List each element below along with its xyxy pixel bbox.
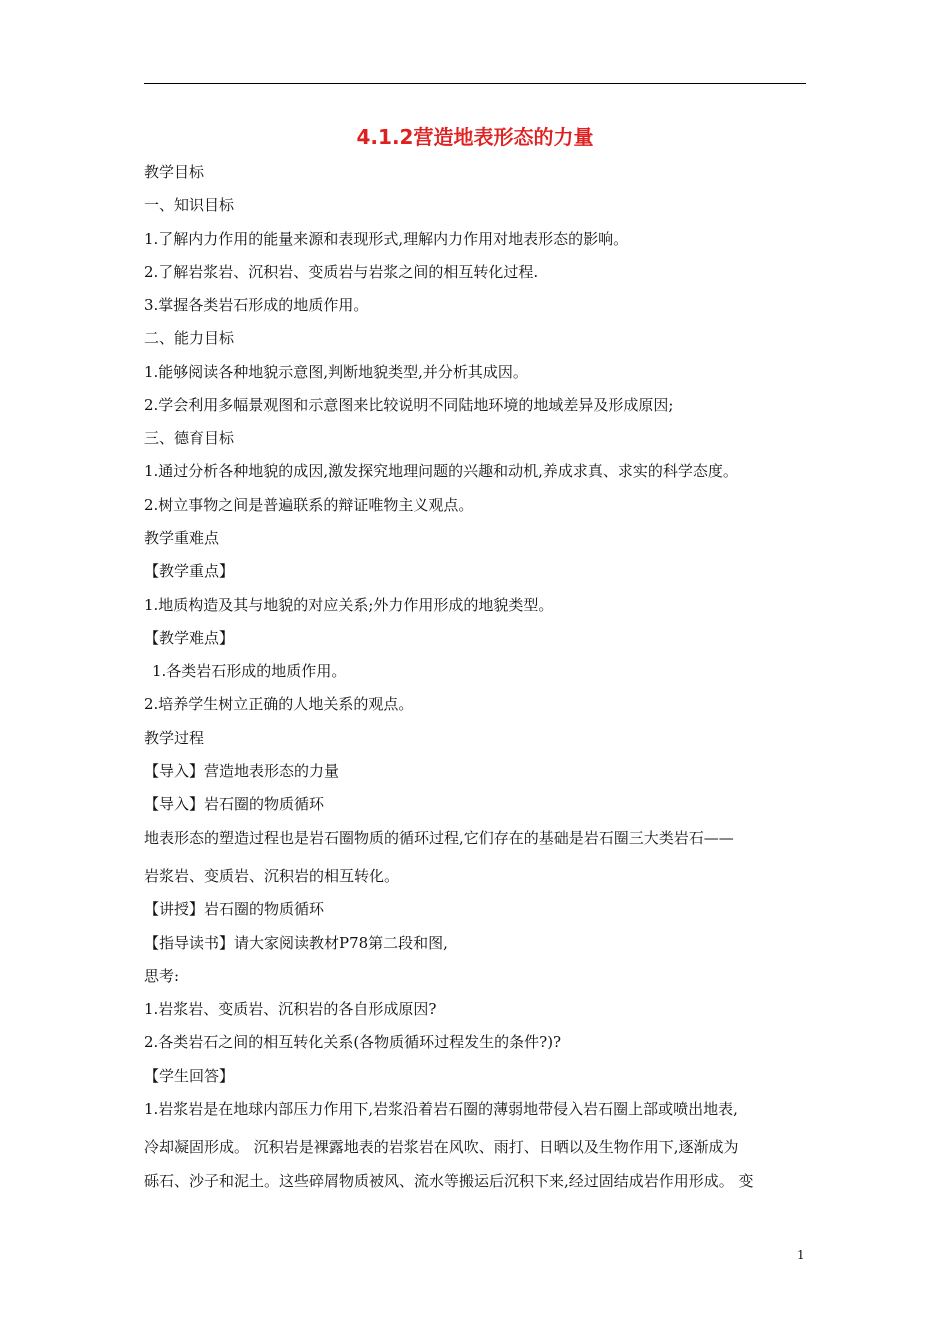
header-rule [144,83,806,84]
label-key-points: 【教学重点】 [144,562,235,580]
paragraph-line: 2.培养学生树立正确的人地关系的观点。 [144,695,414,713]
paragraph-line: 1.能够阅读各种地貌示意图,判断地貌类型,并分析其成因。 [144,363,528,381]
page-title: 4.1.2营造地表形态的力量 [356,125,594,149]
paragraph-line: 2.了解岩浆岩、沉积岩、变质岩与岩浆之间的相互转化过程. [144,263,539,281]
question-line: 1.岩浆岩、变质岩、沉积岩的各自形成原因? [144,1000,437,1018]
subsection-knowledge-goals: 一、知识目标 [144,196,235,214]
label-think: 思考: [144,967,180,985]
label-student-answer: 【学生回答】 [144,1067,235,1085]
page-number: 1 [797,1248,805,1262]
paragraph-line: 2.学会利用多幅景观图和示意图来比较说明不同陆地环境的地域差异及形成原因; [144,396,674,414]
paragraph-line: 1.了解内力作用的能量来源和表现形式,理解内力作用对地表形态的影响。 [144,230,629,248]
paragraph-line: 1.通过分析各种地貌的成因,激发探究地理问题的兴趣和动机,养成求真、求实的科学态度。 [144,462,738,480]
section-heading-teaching-goals: 教学目标 [144,163,205,181]
label-lecture: 【讲授】岩石圈的物质循环 [144,900,325,918]
paragraph-line: 1.岩浆岩是在地球内部压力作用下,岩浆沿着岩石圈的薄弱地带侵入岩石圈上部或喷出地表, [144,1100,738,1118]
paragraph-line: 1.各类岩石形成的地质作用。 [152,662,347,680]
paragraph-line: 地表形态的塑造过程也是岩石圈物质的循环过程,它们存在的基础是岩石圈三大类岩石—— [144,829,734,847]
label-introduction: 【导入】营造地表形态的力量 [144,762,340,780]
subsection-ability-goals: 二、能力目标 [144,329,235,347]
paragraph-line: 3.掌握各类岩石形成的地质作用。 [144,296,369,314]
paragraph-line: 砾石、沙子和泥土。这些碎屑物质被风、流水等搬运后沉积下来,经过固结成岩作用形成。 变 [144,1172,754,1190]
label-reading-guide: 【指导读书】请大家阅读教材P78第二段和图, [144,934,448,952]
subsection-moral-goals: 三、德育目标 [144,429,235,447]
label-difficult-points: 【教学难点】 [144,629,235,647]
paragraph-line: 冷却凝固形成。 沉积岩是裸露地表的岩浆岩在风吹、雨打、日晒以及生物作用下,逐渐成为 [144,1138,739,1156]
question-line: 2.各类岩石之间的相互转化关系(各物质循环过程发生的条件?)? [144,1033,562,1051]
paragraph-line: 岩浆岩、变质岩、沉积岩的相互转化。 [144,867,400,885]
section-heading-key-difficult-points: 教学重难点 [144,529,220,547]
paragraph-line: 1.地质构造及其与地貌的对应关系;外力作用形成的地貌类型。 [144,596,554,614]
section-heading-teaching-process: 教学过程 [144,729,205,747]
label-introduction: 【导入】岩石圈的物质循环 [144,795,325,813]
paragraph-line: 2.树立事物之间是普遍联系的辩证唯物主义观点。 [144,496,474,514]
